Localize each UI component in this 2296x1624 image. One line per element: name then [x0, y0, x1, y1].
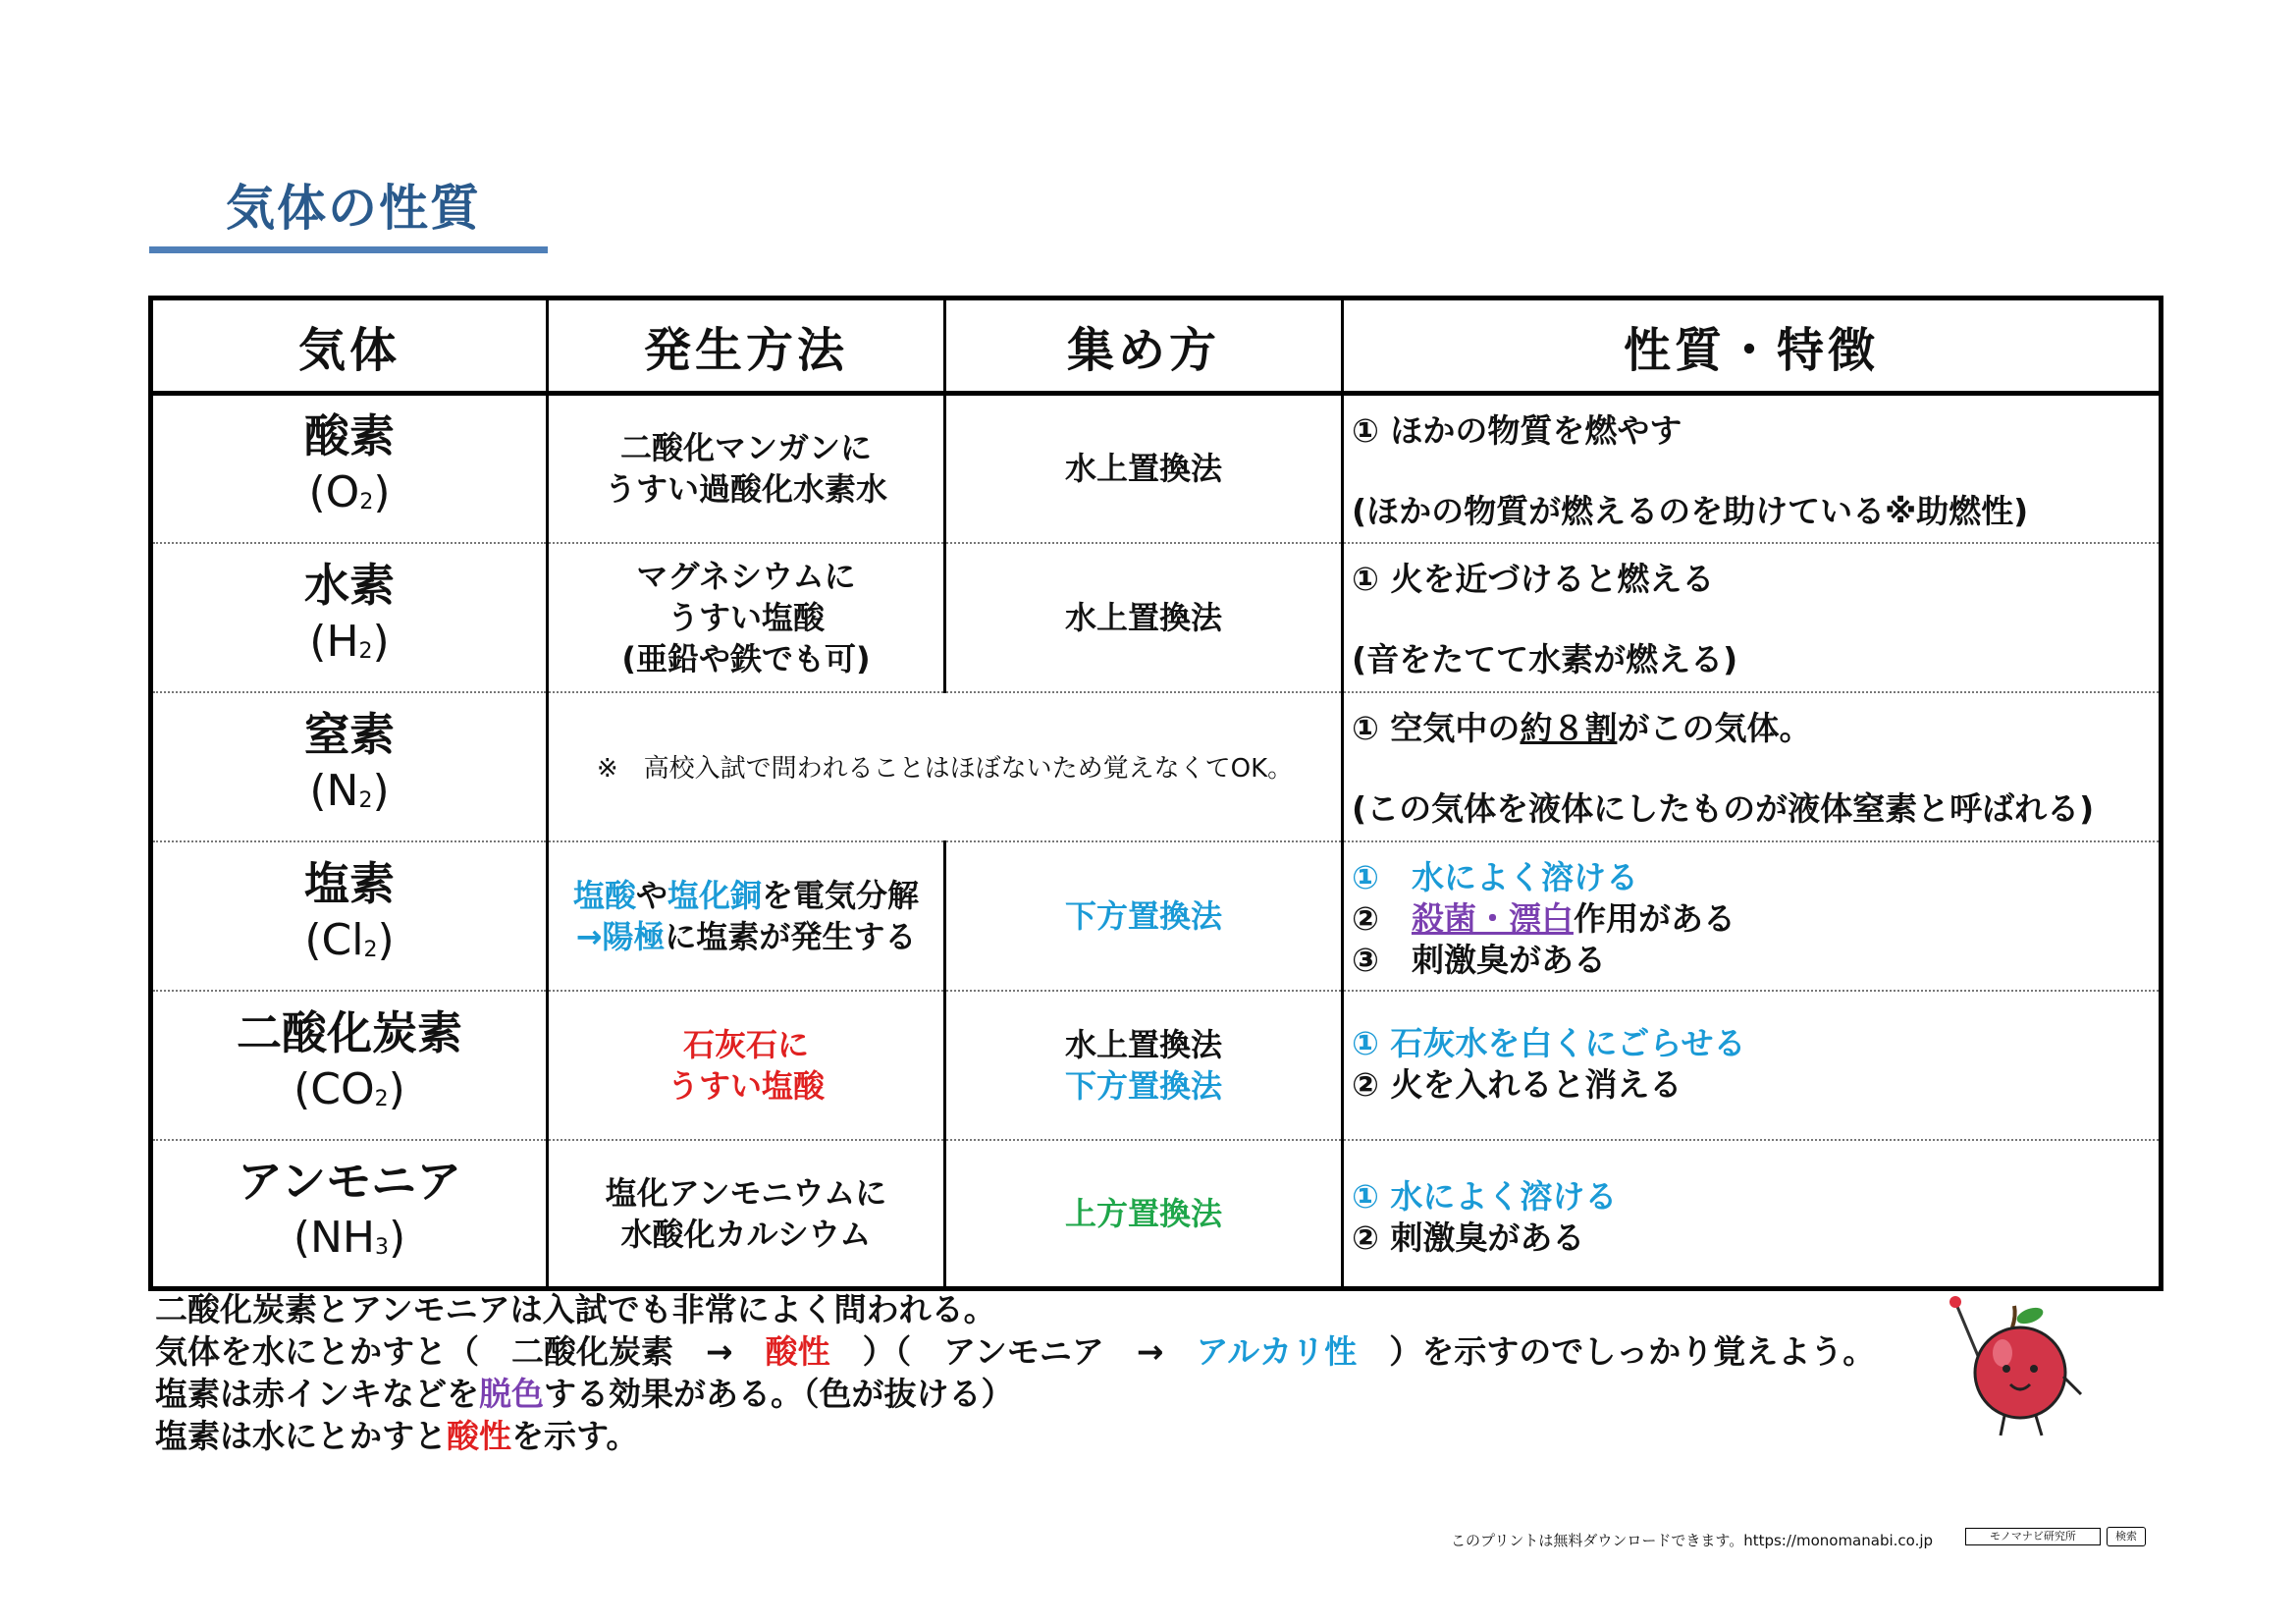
note-keyword: 脱色	[479, 1375, 544, 1413]
formula-text: )	[388, 1063, 405, 1114]
gas-properties-table	[148, 296, 2163, 1291]
property-line: (ほかの物質が燃えるのを助けている※助燃性)	[1352, 491, 2029, 530]
formula-text: (O	[308, 467, 360, 518]
gas-formula	[154, 464, 545, 529]
note-text: を示す。	[511, 1417, 639, 1455]
gas-formula	[154, 912, 545, 977]
formula-subscript: 3	[375, 1234, 389, 1260]
header-collect: 集め方	[945, 298, 1343, 394]
gas-name: 水素	[304, 558, 395, 612]
footer-text: このプリントは無料ダウンロードできます。https://monomanabi.co.jp	[1451, 1532, 1934, 1549]
method-line: 塩化アンモニウムに	[605, 1173, 887, 1212]
header-gas: 気体	[151, 298, 548, 394]
formula-text: )	[389, 1212, 406, 1263]
gas-name-cell	[151, 394, 548, 543]
collect-method: 水上置換法	[1064, 1025, 1222, 1063]
method-keyword: →陽極	[575, 917, 666, 955]
method-line: 水酸化カルシウム	[620, 1215, 872, 1253]
method-line	[550, 875, 942, 916]
collect-method: 下方置換法	[1064, 1066, 1222, 1105]
note-line	[155, 1373, 1875, 1415]
method-cell	[548, 841, 945, 991]
properties-cell	[1343, 394, 2162, 543]
method-text: を電気分解	[762, 876, 920, 914]
method-line: (亜鉛や鉄でも可)	[621, 639, 871, 677]
note-keyword: アルカリ性	[1196, 1332, 1358, 1371]
merged-note-cell	[548, 692, 1343, 841]
property-line: ① 水によく溶ける	[1352, 858, 1638, 896]
formula-subscript: 2	[374, 1086, 389, 1111]
apple-mascot-icon	[1934, 1292, 2101, 1459]
property-line: ① ほかの物質を燃やす	[1352, 410, 1682, 450]
method-keyword: 塩化銅	[667, 876, 763, 914]
gas-name-cell	[151, 1140, 548, 1289]
collect-cell	[945, 543, 1343, 692]
gas-name-cell	[151, 692, 548, 841]
header-method: 発生方法	[548, 298, 945, 394]
method-line: 二酸化マンガンに	[619, 429, 872, 467]
method-line: マグネシウムに	[636, 557, 856, 595]
formula-subscript: 2	[359, 490, 374, 515]
formula-text: )	[377, 914, 395, 965]
collect-method: 下方置換法	[1064, 896, 1222, 935]
method-line: うすい塩酸	[667, 1066, 825, 1105]
gas-name-cell	[151, 841, 548, 991]
table-row-chlorine	[151, 841, 2162, 991]
properties-cell	[1343, 991, 2162, 1140]
method-line	[550, 916, 942, 957]
gas-formula	[154, 1210, 545, 1274]
table-row-oxygen	[151, 394, 2162, 543]
property-line: ③ 刺激臭がある	[1352, 941, 1606, 979]
note-line	[155, 1330, 1875, 1373]
table-row-ammonia	[151, 1140, 2162, 1289]
collect-cell	[945, 991, 1343, 1140]
property-line	[1352, 898, 2158, 940]
note-text: ）（ アンモニア →	[829, 1332, 1197, 1371]
formula-subscript: 2	[358, 787, 373, 813]
method-cell	[548, 991, 945, 1140]
property-line: ② 火を入れると消える	[1352, 1065, 1682, 1104]
collect-cell	[945, 1140, 1343, 1289]
formula-text: )	[372, 765, 390, 816]
properties-cell	[1343, 692, 2162, 841]
note-keyword: 酸性	[447, 1417, 511, 1455]
search-button[interactable]: 検索	[2107, 1527, 2146, 1546]
properties-cell	[1343, 1140, 2162, 1289]
gas-name: 塩素	[304, 856, 395, 910]
property-text: ②	[1352, 899, 1412, 938]
method-line: 石灰石に	[682, 1025, 809, 1063]
method-cell	[548, 394, 945, 543]
formula-text: (N	[309, 765, 359, 816]
note-text: 塩素は赤インキなどを	[155, 1375, 479, 1413]
table-row-nitrogen	[151, 692, 2162, 841]
note-line: 二酸化炭素とアンモニアは入試でも非常によく問われる。	[155, 1290, 996, 1328]
collect-cell	[945, 841, 1343, 991]
gas-name-cell	[151, 543, 548, 692]
formula-text: (Cl	[304, 914, 364, 965]
table-row-carbon-dioxide	[151, 991, 2162, 1140]
note-text: 塩素は水にとかすと	[155, 1417, 447, 1455]
property-text: がこの気体。	[1617, 709, 1812, 747]
properties-cell	[1343, 543, 2162, 692]
formula-subscript: 2	[358, 638, 373, 664]
formula-text: (NH	[293, 1212, 375, 1263]
gas-formula	[154, 1061, 545, 1126]
method-cell	[548, 543, 945, 692]
note-text: ）を示すのでしっかり覚えよう。	[1357, 1332, 1876, 1371]
property-text: ① 空気中の	[1352, 709, 1521, 747]
method-text: や	[635, 876, 667, 914]
gas-name-cell	[151, 991, 548, 1140]
property-line: ② 刺激臭がある	[1352, 1218, 1585, 1258]
formula-subscript: 2	[363, 937, 378, 962]
collect-method: 水上置換法	[1064, 598, 1222, 636]
gas-name: 二酸化炭素	[237, 1005, 462, 1059]
collect-method: 上方置換法	[1064, 1194, 1222, 1232]
method-cell	[548, 1140, 945, 1289]
page-title: 気体の性質	[226, 180, 481, 237]
formula-text: (CO	[294, 1063, 375, 1114]
note-keyword: 酸性	[765, 1332, 830, 1371]
title-underline	[149, 246, 548, 253]
formula-text: (H	[309, 616, 359, 667]
note-text: 気体を水にとかすと（ 二酸化炭素 →	[155, 1332, 766, 1371]
properties-cell	[1343, 841, 2162, 991]
collect-cell	[945, 394, 1343, 543]
property-emphasis: 殺菌・漂白	[1411, 899, 1574, 938]
property-line: ① 火を近づけると燃える	[1352, 560, 1715, 598]
merged-note: ※ 高校入試で問われることはほぼないため覚えなくてOK。	[596, 754, 1294, 784]
property-line: (この気体を液体にしたものが液体窒素と呼ばれる)	[1352, 789, 2095, 828]
gas-name: アンモニア	[237, 1154, 462, 1208]
gas-name: 酸素	[304, 409, 395, 463]
gas-formula	[154, 614, 545, 678]
method-line: うすい過酸化水素水	[604, 470, 887, 509]
note-line	[155, 1415, 1875, 1457]
property-emphasis: 約８割	[1520, 709, 1618, 747]
formula-text: )	[372, 616, 390, 667]
property-line: (音をたてて水素が燃える)	[1352, 640, 1738, 678]
property-line: ① 水によく溶ける	[1352, 1177, 1618, 1217]
method-text: に塩素が発生する	[665, 917, 917, 955]
note-text: する効果がある。（色が抜ける）	[544, 1375, 1014, 1413]
formula-text: )	[373, 467, 391, 518]
header-row	[151, 298, 2162, 394]
method-keyword: 塩酸	[572, 876, 636, 914]
property-text: 作用がある	[1573, 899, 1735, 938]
gas-name: 窒素	[304, 707, 395, 761]
table-row-hydrogen	[151, 543, 2162, 692]
gas-formula	[154, 763, 545, 828]
property-line: ① 石灰水を白くにごらせる	[1352, 1024, 1746, 1062]
collect-method: 水上置換法	[1064, 450, 1222, 488]
property-line	[1352, 708, 2158, 749]
search-box[interactable]: モノマナビ研究所	[1965, 1528, 2101, 1545]
header-properties: 性質・特徴	[1343, 298, 2162, 394]
notes-section	[155, 1288, 1875, 1457]
method-line: うすい塩酸	[667, 598, 825, 636]
